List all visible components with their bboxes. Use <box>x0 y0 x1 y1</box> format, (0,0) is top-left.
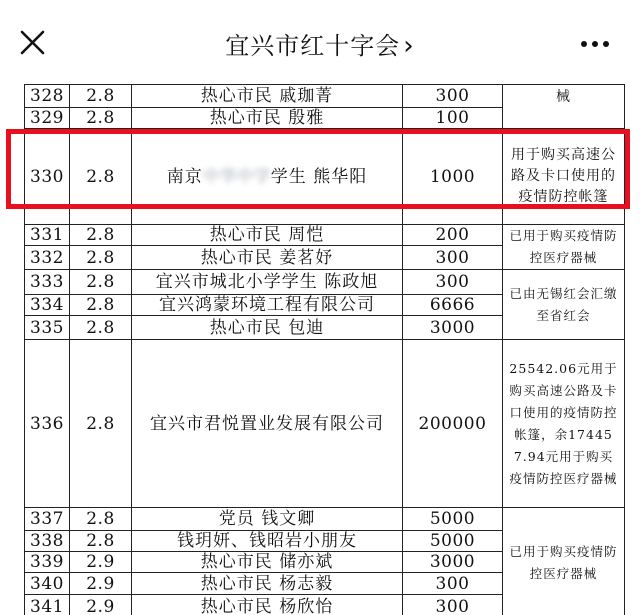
row-amount: 5000 <box>403 508 503 531</box>
row-donor: 热心市民 包迪 <box>132 316 403 340</box>
table-row <box>25 340 625 508</box>
row-number: 341 <box>25 595 70 615</box>
row-number: 334 <box>25 295 70 316</box>
row-donor: 热心市民 储亦斌 <box>132 552 403 573</box>
row-date: 2.8 <box>70 531 132 552</box>
row-amount: 300 <box>403 85 503 108</box>
row-date: 2.8 <box>70 270 132 295</box>
row-amount: 300 <box>403 246 503 270</box>
top-bar <box>0 0 640 84</box>
row-amount: 3000 <box>403 552 503 573</box>
row-date: 2.8 <box>70 225 132 246</box>
row-donor: 宜兴市城北小学学生 陈政旭 <box>132 270 403 295</box>
more-icon <box>575 37 615 51</box>
row-date: 2.8 <box>70 85 132 108</box>
row-number: 338 <box>25 531 70 552</box>
row-number: 330 <box>25 129 70 225</box>
row-amount: 3000 <box>403 316 503 340</box>
row-number: 336 <box>25 340 70 508</box>
row-date: 2.9 <box>70 573 132 595</box>
row-note: 已由无锡红会汇缴至省红会 <box>503 270 625 340</box>
row-amount: 300 <box>403 573 503 595</box>
row-donor: 宜兴市君悦置业发展有限公司 <box>132 340 403 508</box>
row-amount: 200000 <box>403 340 503 508</box>
row-amount: 1000 <box>403 129 503 225</box>
row-date: 2.8 <box>70 108 132 129</box>
row-number: 340 <box>25 573 70 595</box>
donor-suffix: 学生 熊华阳 <box>270 166 368 187</box>
row-donor: 热心市民 杨欣怡 <box>132 595 403 615</box>
donation-document <box>0 84 640 615</box>
row-note: 用于购买高速公路及卡口使用的疫情防控帐篷 <box>503 129 625 225</box>
more-button[interactable] <box>575 36 615 50</box>
row-donor: 钱玥妍、钱昭岩小朋友 <box>132 531 403 552</box>
table-row <box>25 225 625 246</box>
row-donor: 热心市民 杨志毅 <box>132 573 403 595</box>
row-number: 337 <box>25 508 70 531</box>
blurred-school-name: 中华中学 <box>202 166 271 187</box>
row-date: 2.8 <box>70 508 132 531</box>
row-date: 2.8 <box>70 246 132 270</box>
row-note: 械 <box>503 85 625 129</box>
row-number: 335 <box>25 316 70 340</box>
donor-prefix: 南京 <box>166 166 203 187</box>
row-donor: 热心市民 戚珈菁 <box>132 85 403 108</box>
row-number: 339 <box>25 552 70 573</box>
row-note: 已用于购买疫情防控医疗器械 <box>503 225 625 270</box>
title-text: 宜兴市红十字会 <box>225 32 401 60</box>
chevron-right-icon: › <box>403 31 415 61</box>
table-row-highlighted <box>25 129 625 225</box>
row-amount: 200 <box>403 225 503 246</box>
table-row <box>25 270 625 295</box>
row-amount: 5000 <box>403 531 503 552</box>
row-number: 331 <box>25 225 70 246</box>
table-row <box>25 508 625 531</box>
row-date: 2.9 <box>70 552 132 573</box>
row-amount: 100 <box>403 108 503 129</box>
table-row <box>25 85 625 108</box>
row-number: 332 <box>25 246 70 270</box>
row-date: 2.9 <box>70 595 132 615</box>
row-amount: 6666 <box>403 295 503 316</box>
row-date: 2.8 <box>70 340 132 508</box>
row-date: 2.8 <box>70 295 132 316</box>
row-date: 2.8 <box>70 129 132 225</box>
row-number: 329 <box>25 108 70 129</box>
row-amount: 300 <box>403 595 503 615</box>
row-donor: 热心市民 姜茗妤 <box>132 246 403 270</box>
page-title[interactable] <box>0 26 640 61</box>
row-note: 已用于购买疫情防控医疗器械 <box>503 508 625 615</box>
row-note: 25542.06元用于购买高速公路及卡口使用的疫情防控帐篷，余174457.94元用于购买疫情防控医疗器械 <box>503 340 625 508</box>
row-donor: 宜兴鸿蒙环境工程有限公司 <box>132 295 403 316</box>
row-donor: 热心市民 殷雅 <box>132 108 403 129</box>
row-date: 2.8 <box>70 316 132 340</box>
row-donor <box>132 129 403 225</box>
donation-table <box>24 84 625 615</box>
row-donor: 党员 钱文卿 <box>132 508 403 531</box>
row-number: 328 <box>25 85 70 108</box>
row-number: 333 <box>25 270 70 295</box>
row-amount: 300 <box>403 270 503 295</box>
row-donor: 热心市民 周恺 <box>132 225 403 246</box>
